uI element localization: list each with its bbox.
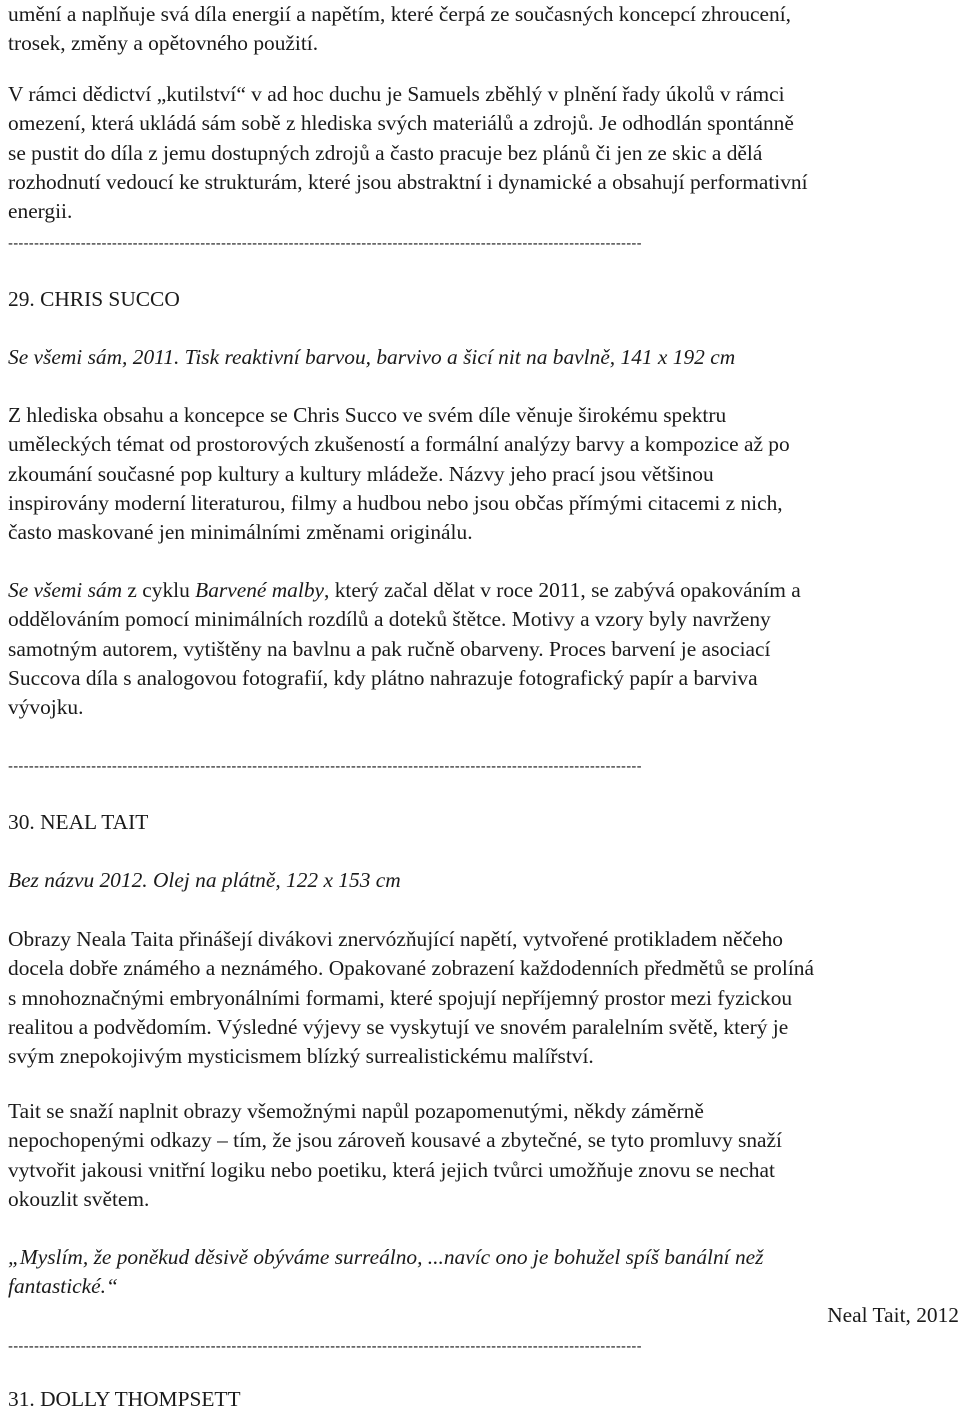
series-title: Barvené malby <box>195 578 325 602</box>
text-line: docela dobře známého a neznámého. Opakované zobrazení každodenních předmětů se prolíná <box>8 956 814 981</box>
text-line: fantastické.“ <box>8 1274 118 1299</box>
text-line: omezení, která ukládá sám sobě z hlediska svých materiálů a zdrojů. Je odhodlán spontánně <box>8 111 794 136</box>
text-line: oddělováním pomocí minimálních rozdílů a doteků štětce. Motivy a vzory byly navrženy <box>8 607 771 632</box>
intro-tail-paragraph <box>8 0 956 59</box>
text-line: vývojku. <box>8 695 84 720</box>
section-heading-tait: 30. NEAL TAIT <box>8 810 149 834</box>
succo-paragraph-1 <box>8 401 956 547</box>
tait-quote <box>8 1243 956 1302</box>
text-line: s mnohoznačnými embryonálními formami, které spojují nepříjemný prostor mezi fyzickou <box>8 985 793 1010</box>
text-line: umění a naplňuje svá díla energií a napětím, které čerpá ze současných koncepcí zhroucení, <box>8 2 792 26</box>
text-fragment: , který začal dělat v roce 2011, se zabývá opakováním a <box>324 578 801 602</box>
text-line: energii. <box>8 199 73 224</box>
text-line: Z hlediska obsahu a koncepce se Chris Succo ve svém díle věnuje širokému spektru <box>8 403 727 427</box>
text-line: uměleckých témat od prostorových zkušeností a formální analýzy barvy a kompozice až po <box>8 432 790 457</box>
artwork-caption-tait: Bez názvu 2012. Olej na plátně, 122 x 153 cm <box>8 868 401 892</box>
quote-author: Neal Tait, 2012 <box>827 1303 959 1327</box>
separator-line: -------------------------------------------------------------------------------------------------------------------------- <box>8 235 642 252</box>
text-line: vytvořit jakousi vnitřní logiku nebo poetiku, která jejich tvůrci umožňuje znovu se nechat <box>8 1157 775 1182</box>
text-line <box>8 576 956 605</box>
succo-paragraph-2 <box>8 576 956 722</box>
text-line: trosek, změny a opětovného použití. <box>8 31 319 56</box>
text-line: okouzlit světem. <box>8 1186 150 1211</box>
separator-line: -------------------------------------------------------------------------------------------------------------------------- <box>8 758 642 775</box>
text-fragment: z cyklu <box>122 578 196 602</box>
section-heading-thompsett: 31. DOLLY THOMPSETT <box>8 1387 241 1411</box>
text-line: často maskované jen minimálními změnami originálu. <box>8 520 473 545</box>
text-line: svým znepokojivým mysticismem blízký surrealistickému malířství. <box>8 1044 594 1069</box>
text-line: „Myslím, že poněkud děsivě obýváme surreálno, ...navíc ono je bohužel spíš banální než <box>8 1245 764 1269</box>
text-line: realitou a podvědomím. Výsledné výjevy se vyskytují ve snovém paralelním světě, který je <box>8 1014 789 1039</box>
separator-line: -------------------------------------------------------------------------------------------------------------------------- <box>8 1338 642 1355</box>
text-line: nepochopenými odkazy – tím, že jsou zároveň kousavé a zbytečné, se tyto promluvy snaží <box>8 1128 782 1153</box>
section-heading-succo: 29. CHRIS SUCCO <box>8 287 180 311</box>
text-line: rozhodnutí vedoucí ke strukturám, které jsou abstraktní i dynamické a obsahují performativní <box>8 169 808 194</box>
samuels-paragraph <box>8 80 956 226</box>
work-title: Se všemi sám <box>8 578 123 602</box>
text-line: Tait se snaží naplnit obrazy všemožnými napůl pozapomenutými, někdy záměrně <box>8 1099 704 1123</box>
artwork-caption-succo: Se všemi sám, 2011. Tisk reaktivní barvou, barvivo a šicí nit na bavlně, 141 x 192 cm <box>8 345 736 369</box>
text-line: inspirovány moderní literaturou, filmy a hudbou nebo jsou občas přímými citacemi z nich, <box>8 490 783 515</box>
text-line: Succova díla s analogovou fotografií, kdy plátno nahrazuje fotografický papír a barviva <box>8 665 758 690</box>
text-line: Obrazy Neala Taita přinášejí divákovi znervózňující napětí, vytvořené protikladem něčeho <box>8 927 784 951</box>
tait-paragraph-2 <box>8 1097 956 1214</box>
text-line: samotným autorem, vytištěny na bavlnu a pak ručně obarveny. Proces barvení je asociací <box>8 636 771 661</box>
text-line: zkoumání současné pop kultury a kultury mládeže. Názvy jeho prací jsou většinou <box>8 461 714 486</box>
text-line: V rámci dědictví „kutilství“ v ad hoc duchu je Samuels zběhlý v plnění řady úkolů v rámci <box>8 82 785 106</box>
tait-paragraph-1 <box>8 925 956 1071</box>
text-line: se pustit do díla z jemu dostupných zdrojů a často pracuje bez plánů či jen ze skic a dělá <box>8 140 763 165</box>
